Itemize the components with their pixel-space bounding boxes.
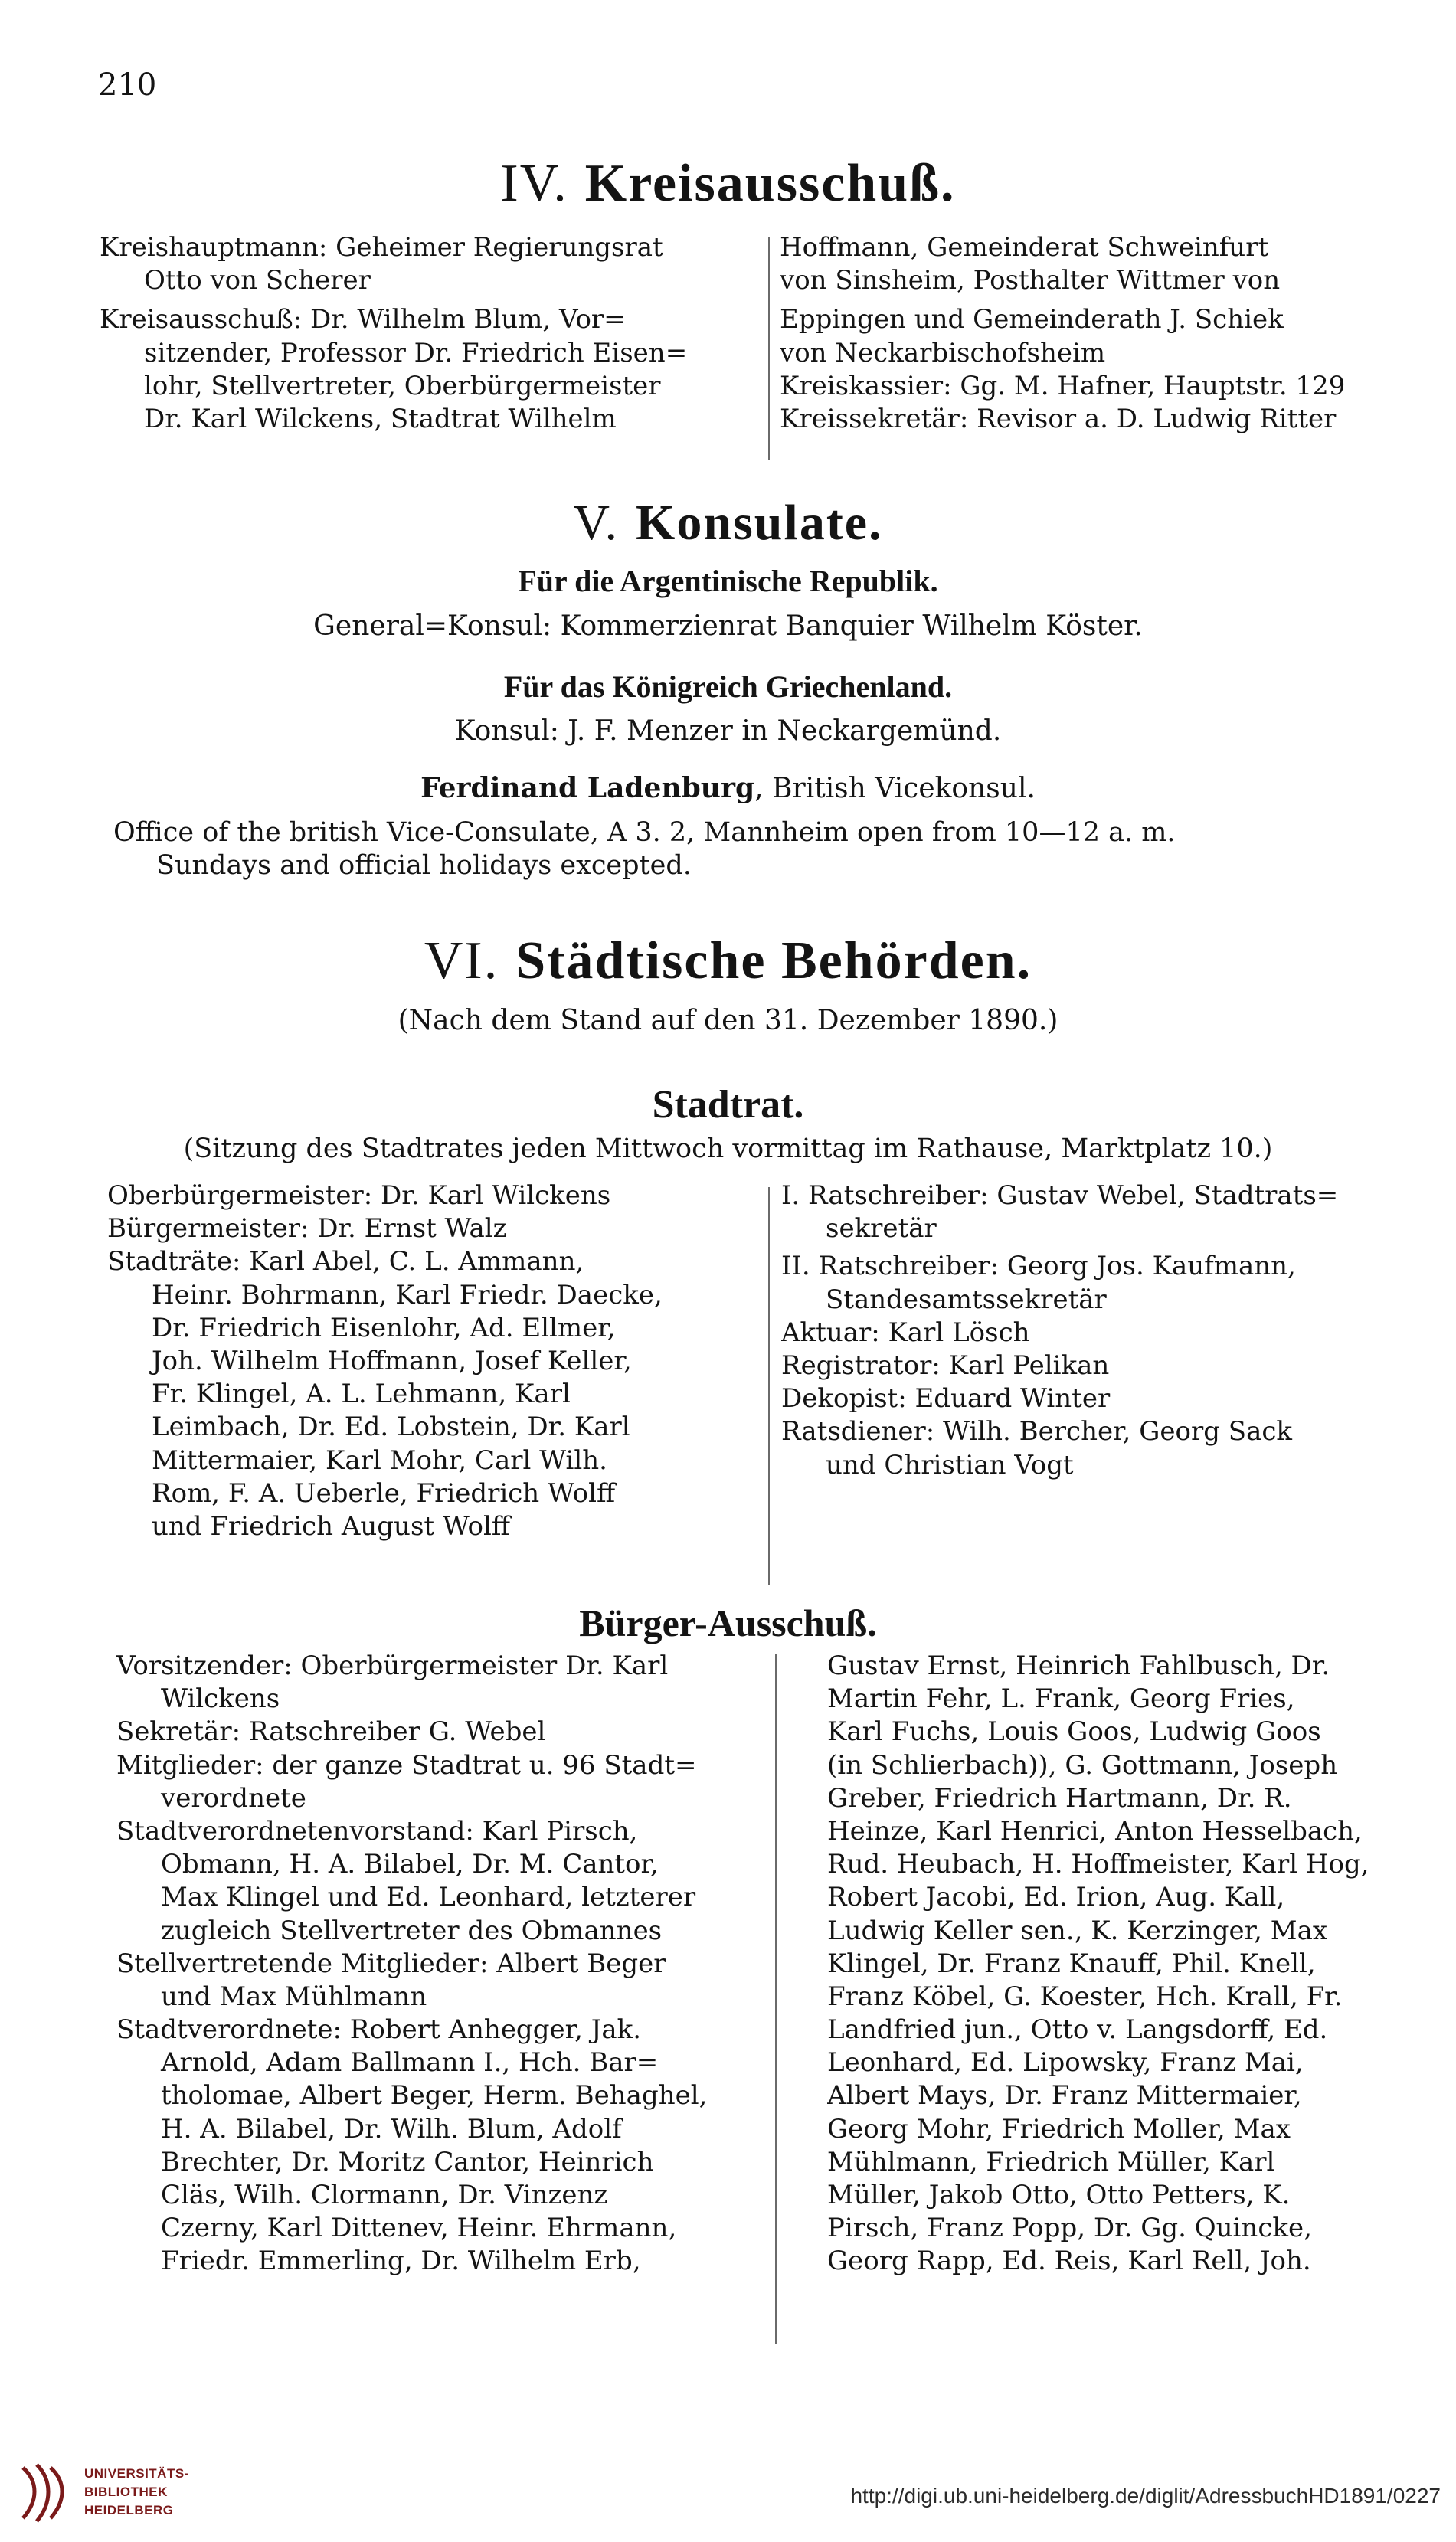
text-line: Rom, F. A. Ueberle, Friedrich Wolff	[152, 1477, 616, 1509]
section-vi-heading: Städtische Behörden.	[515, 931, 1032, 990]
text-line: Oberbürgermeister: Dr. Karl Wilckens	[107, 1180, 611, 1211]
text-line: Greber, Friedrich Hartmann, Dr. R.	[827, 1782, 1292, 1814]
buerger-ausschuss-heading: Bürger-Ausschuß.	[579, 1601, 877, 1644]
text-line: Stellvertretende Mitglieder: Albert Beger	[116, 1948, 666, 1979]
section-v-roman: V.	[573, 495, 620, 551]
library-logo	[15, 2459, 245, 2527]
stadtrat-left-column	[107, 1179, 764, 1543]
greece-heading: Für das Königreich Griechenland.	[503, 669, 953, 704]
section-vi-subtitle: (Nach dem Stand auf den 31. Dezember 1890.)	[398, 1005, 1058, 1036]
text-line: Kreisausschuß: Dr. Wilhelm Blum, Vor=	[100, 304, 626, 335]
text-line: Hoffmann, Gemeinderat Schweinfurt	[780, 232, 1269, 263]
stadtrat-note: (Sitzung des Stadtrates jeden Mittwoch vormittag im Rathause, Marktplatz 10.)	[183, 1134, 1273, 1164]
text-line: Ludwig Keller sen., K. Kerzinger, Max	[827, 1915, 1328, 1946]
british-office-line: Office of the british Vice-Consulate, A 3. 2, Mannheim open from 10—12 a. m.	[113, 817, 1176, 848]
text-line: Ratsdiener: Wilh. Bercher, Georg Sack	[781, 1416, 1293, 1448]
text-line: Pirsch, Franz Popp, Dr. Gg. Quincke,	[827, 2213, 1312, 2244]
text-line: Max Klingel und Ed. Leonhard, letzterer	[161, 1882, 696, 1913]
text-line: I. Ratschreiber: Gustav Webel, Stadtrats=	[781, 1180, 1339, 1211]
text-line: Arnold, Adam Ballmann I., Hch. Bar=	[161, 2047, 659, 2079]
text-line: Vorsitzender: Oberbürgermeister Dr. Karl	[116, 1651, 669, 1681]
text-line: tholomae, Albert Beger, Herm. Behaghel,	[161, 2080, 708, 2112]
british-vicekonsul	[0, 772, 1456, 804]
text-line: Leonhard, Ed. Lipowsky, Franz Mai,	[827, 2047, 1304, 2079]
section-vi-title	[0, 931, 1456, 992]
text-line: Friedr. Emmerling, Dr. Wilhelm Erb,	[161, 2246, 641, 2277]
text-line: Dr. Karl Wilckens, Stadtrat Wilhelm	[144, 403, 617, 434]
british-office-block	[113, 816, 1415, 882]
section-iv-roman: IV.	[500, 154, 568, 213]
section-iv-title	[0, 153, 1456, 214]
section-v-title	[0, 494, 1456, 552]
section-vi-roman: VI.	[424, 931, 499, 990]
text-line: Kreishauptmann: Geheimer Regierungsrat	[100, 232, 663, 263]
stadtrat-heading: Stadtrat.	[652, 1083, 804, 1127]
text-line: H. A. Bilabel, Dr. Wilh. Blum, Adolf	[161, 2113, 622, 2145]
text-line: II. Ratschreiber: Georg Jos. Kaufmann,	[781, 1251, 1296, 1282]
text-line: Bürgermeister: Dr. Ernst Walz	[107, 1213, 507, 1245]
text-line: und Max Mühlmann	[161, 1981, 427, 2012]
column-divider	[768, 237, 770, 460]
column-divider	[775, 1654, 777, 2344]
text-line: sekretär	[826, 1213, 937, 1245]
british-role: , British Vicekonsul.	[754, 773, 1036, 804]
text-line: Joh. Wilhelm Hoffmann, Josef Keller,	[152, 1345, 632, 1376]
text-line: Kreiskassier: Gg. M. Hafner, Hauptstr. 129	[780, 370, 1346, 401]
argentina-heading: Für die Argentinische Republik.	[518, 564, 938, 598]
text-line: Karl Fuchs, Louis Goos, Ludwig Goos	[827, 1716, 1321, 1748]
library-name	[84, 2465, 189, 2520]
text-line: Dekopist: Eduard Winter	[781, 1383, 1111, 1415]
text-line: Czerny, Karl Dittenev, Heinr. Ehrmann,	[161, 2213, 677, 2244]
library-name-line: HEIDELBERG	[84, 2503, 174, 2517]
text-line: Müller, Jakob Otto, Otto Petters, K.	[827, 2180, 1291, 2210]
text-line: Stadtverordnetenvorstand: Karl Pirsch,	[116, 1815, 638, 1847]
text-line: Stadträte: Karl Abel, C. L. Ammann,	[107, 1246, 584, 1278]
text-line: Martin Fehr, L. Frank, Georg Fries,	[827, 1683, 1295, 1715]
text-line: Klingel, Dr. Franz Knauff, Phil. Knell,	[827, 1948, 1316, 1979]
text-line: Registrator: Karl Pelikan	[781, 1350, 1110, 1381]
text-line: Kreissekretär: Revisor a. D. Ludwig Ritter	[780, 403, 1337, 434]
text-line: Franz Köbel, G. Koester, Hch. Krall, Fr.	[827, 1981, 1343, 2012]
text-line: Albert Mays, Dr. Franz Mittermaier,	[827, 2080, 1302, 2112]
library-seal-icon	[15, 2459, 75, 2527]
text-line: Aktuar: Karl Lösch	[781, 1317, 1030, 1348]
text-line: Fr. Klingel, A. L. Lehmann, Karl	[152, 1379, 571, 1410]
library-name-line: UNIVERSITÄTS-	[84, 2466, 189, 2481]
text-line: lohr, Stellvertreter, Oberbürgermeister	[144, 370, 661, 401]
buerger-ausschuss-left-column	[116, 1650, 766, 2279]
text-line: von Sinsheim, Posthalter Wittmer von	[780, 265, 1281, 296]
text-line: Cläs, Wilh. Clormann, Dr. Vinzenz	[161, 2180, 608, 2210]
section-iv-left-column	[100, 231, 757, 436]
text-line: Wilckens	[161, 1683, 280, 1715]
text-line: und Christian Vogt	[826, 1449, 1074, 1480]
text-line: Heinze, Karl Henrici, Anton Hesselbach,	[827, 1815, 1363, 1847]
stadtrat-right-column	[781, 1179, 1417, 1482]
greece-consul: Konsul: J. F. Menzer in Neckargemünd.	[454, 715, 1002, 747]
text-line: Obmann, H. A. Bilabel, Dr. M. Cantor,	[161, 1849, 659, 1880]
text-line: Heinr. Bohrmann, Karl Friedr. Daecke,	[152, 1279, 663, 1310]
text-line: Brechter, Dr. Moritz Cantor, Heinrich	[161, 2146, 654, 2177]
text-line: Landfried jun., Otto v. Langsdorff, Ed.	[827, 2014, 1328, 2046]
text-line: Standesamtssekretär	[826, 1284, 1107, 1315]
text-line: Mühlmann, Friedrich Müller, Karl	[827, 2146, 1275, 2177]
text-line: Georg Rapp, Ed. Reis, Karl Rell, Joh.	[827, 2246, 1311, 2277]
text-line: Gustav Ernst, Heinrich Fahlbusch, Dr.	[827, 1651, 1330, 1681]
text-line: Leimbach, Dr. Ed. Lobstein, Dr. Karl	[152, 1412, 630, 1443]
text-line: Eppingen und Gemeinderath J. Schiek	[780, 304, 1284, 335]
british-office-line: Sundays and official holidays excepted.	[156, 850, 692, 882]
text-line: Otto von Scherer	[144, 265, 371, 296]
text-line: Sekretär: Ratschreiber G. Webel	[116, 1716, 546, 1748]
text-line: Mitglieder: der ganze Stadtrat u. 96 Stadt=	[116, 1749, 697, 1781]
text-line: Robert Jacobi, Ed. Irion, Aug. Kall,	[827, 1882, 1285, 1913]
text-line: von Neckarbischofsheim	[780, 337, 1106, 368]
text-line: Dr. Friedrich Eisenlohr, Ad. Ellmer,	[152, 1312, 616, 1343]
text-line: Mittermaier, Karl Mohr, Carl Wilh.	[152, 1444, 607, 1476]
text-line: Georg Mohr, Friedrich Moller, Max	[827, 2113, 1291, 2145]
text-line: Stadtverordnete: Robert Anhegger, Jak.	[116, 2014, 642, 2046]
page-number: 210	[98, 67, 157, 103]
buerger-ausschuss-right-column	[827, 1650, 1432, 2279]
british-name: Ferdinand Ladenburg	[420, 772, 755, 804]
text-line: verordnete	[161, 1782, 306, 1814]
text-line: sitzender, Professor Dr. Friedrich Eisen=	[144, 337, 688, 368]
section-iv-heading: Kreisausschuß.	[584, 154, 956, 213]
text-line: Rud. Heubach, H. Hoffmeister, Karl Hog,	[827, 1849, 1369, 1880]
library-name-line: BIBLIOTHEK	[84, 2485, 168, 2499]
text-line: (in Schlierbach)), G. Gottmann, Joseph	[827, 1749, 1338, 1781]
argentina-consul: General=Konsul: Kommerzienrat Banquier Wilhelm Köster.	[313, 610, 1143, 642]
column-divider	[768, 1187, 770, 1585]
text-line: und Friedrich August Wolff	[152, 1510, 511, 1542]
section-v-heading: Konsulate.	[636, 495, 883, 551]
text-line: zugleich Stellvertreter des Obmannes	[161, 1915, 663, 1946]
source-url[interactable]: http://digi.ub.uni-heidelberg.de/diglit/AdressbuchHD1891/0227	[850, 2484, 1441, 2508]
section-iv-right-column	[780, 231, 1415, 436]
